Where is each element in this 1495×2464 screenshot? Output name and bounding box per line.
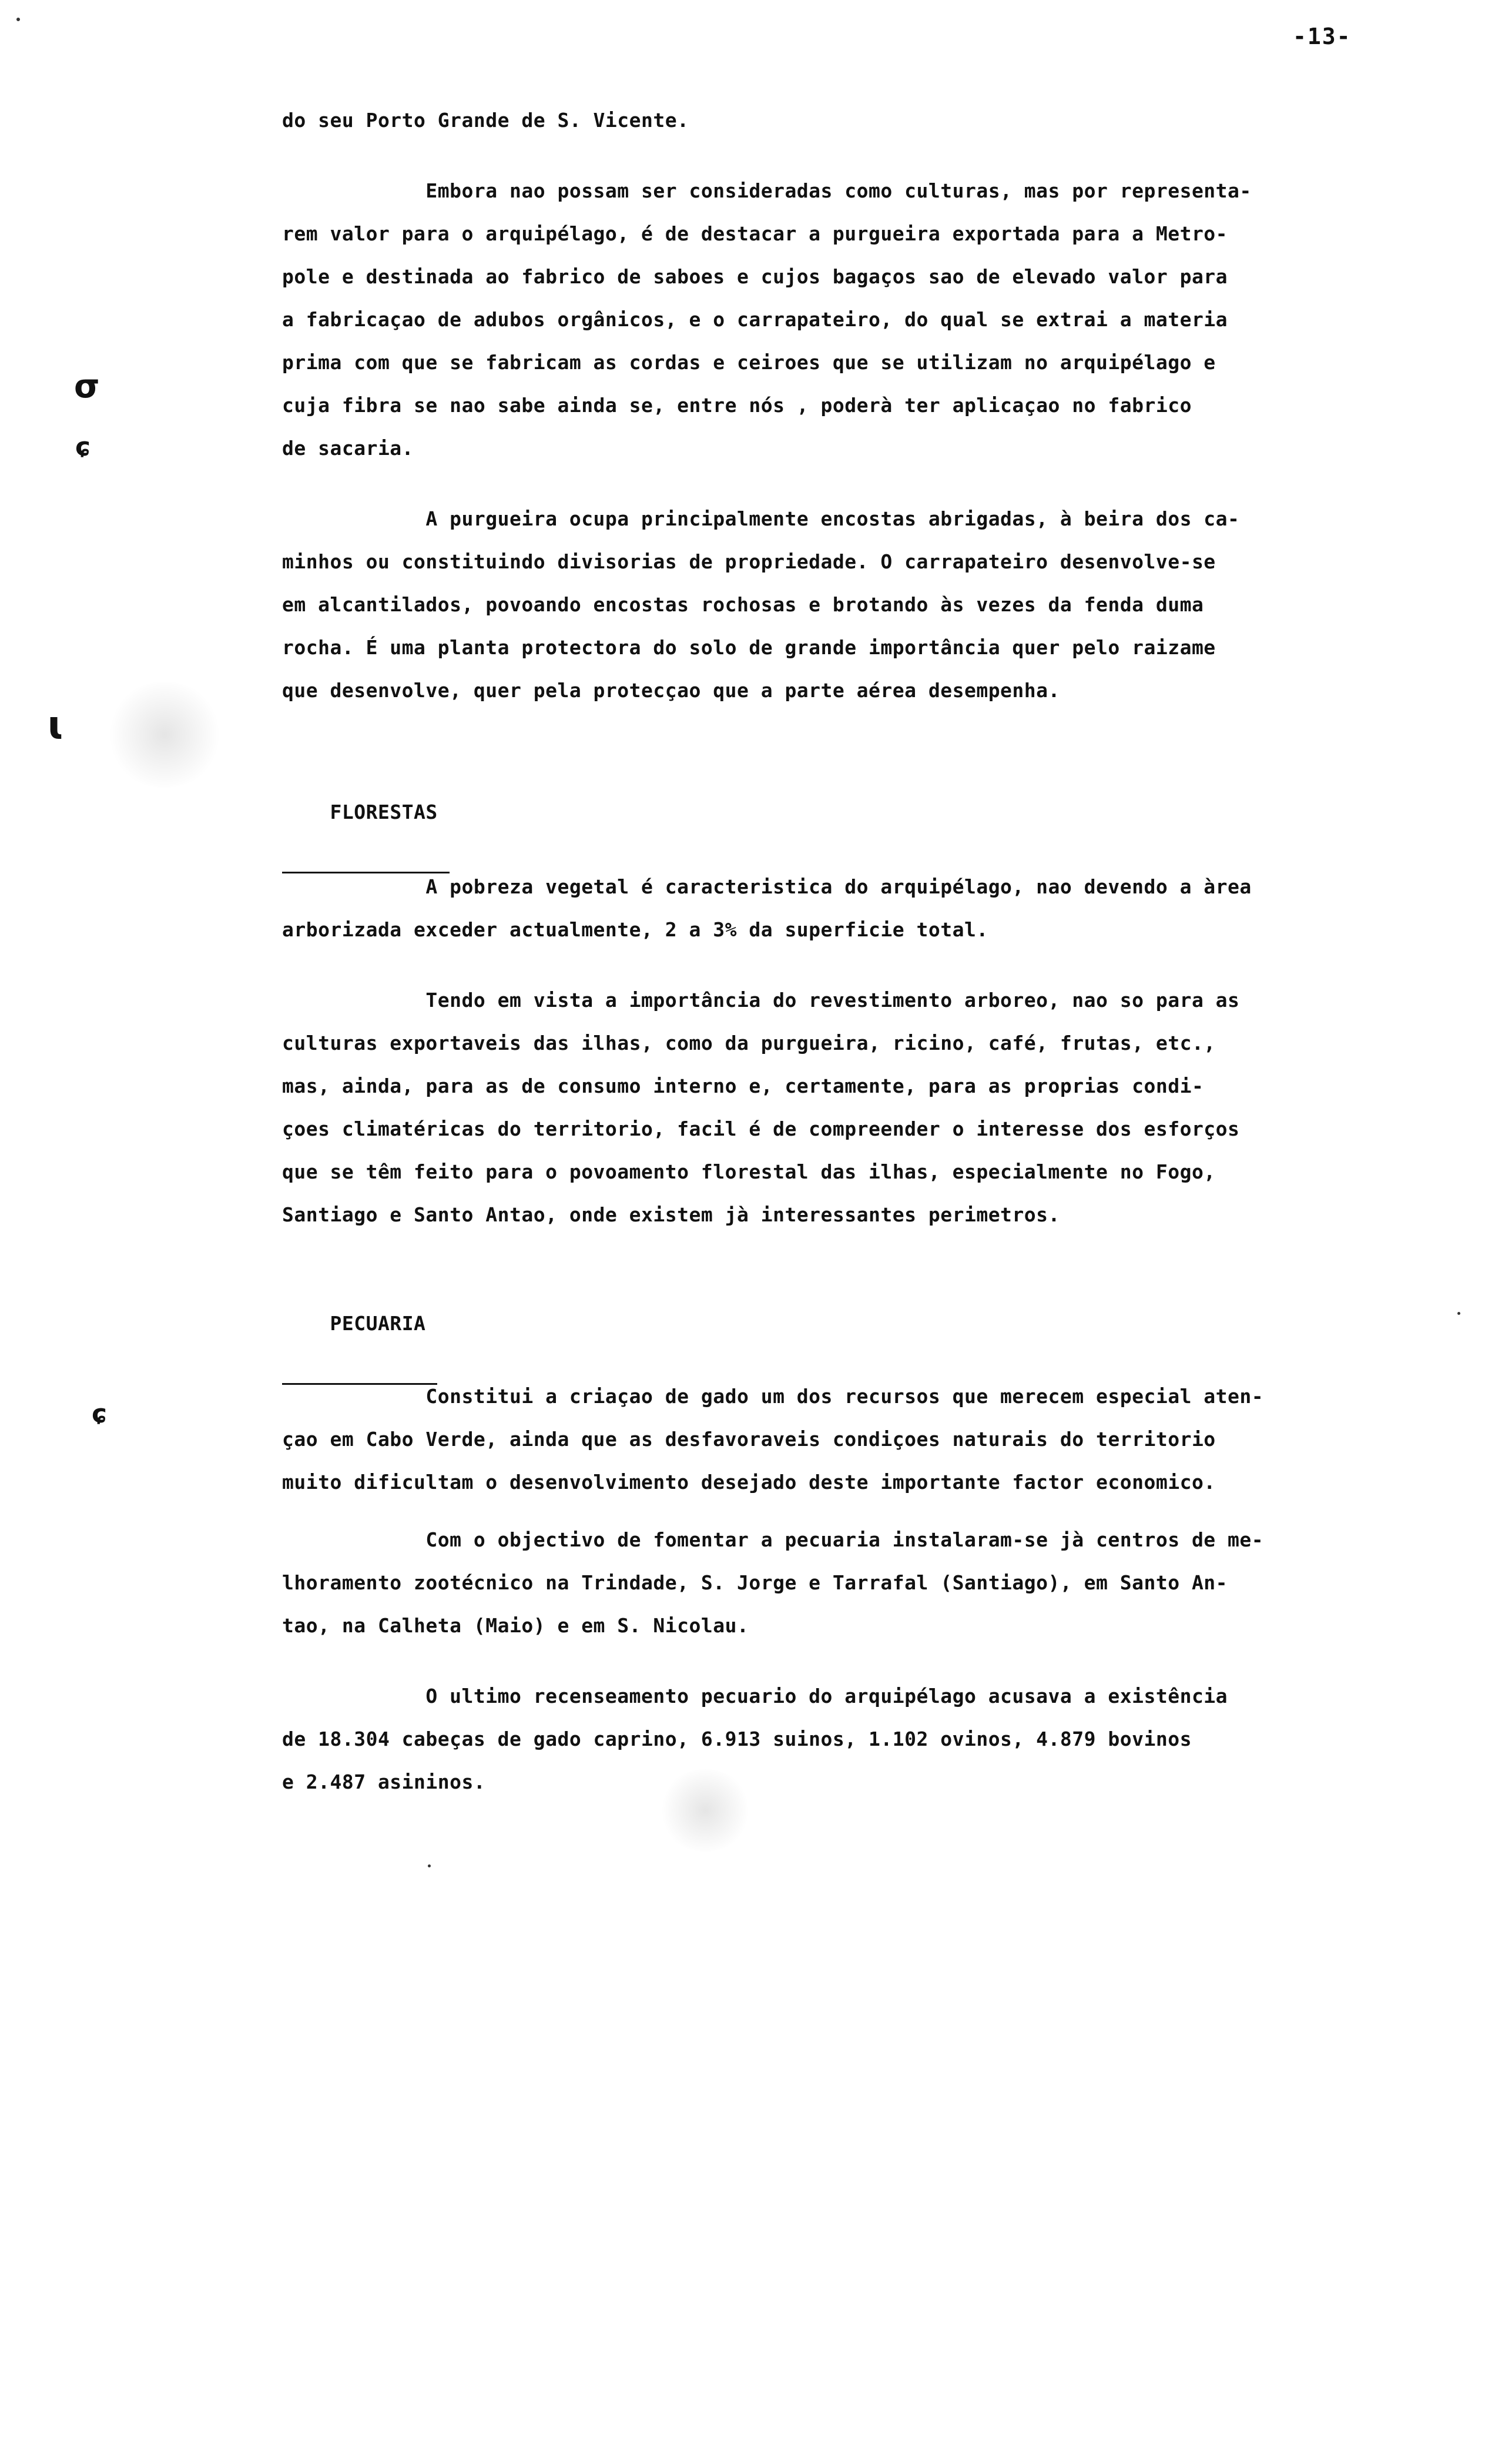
scan-smudge: [658, 1769, 752, 1852]
text-line: rocha. É uma planta protectora do solo de grande importância quer pelo raizame: [282, 636, 1216, 659]
text-line: Com o objectivo de fomentar a pecuaria instalaram-se jà centros de me-: [282, 1528, 1264, 1551]
section-heading: [282, 777, 438, 871]
text-line: çoes climatéricas do territorio, facil é de compreender o interesse dos esforços: [282, 1117, 1240, 1140]
text-line: A pobreza vegetal é caracteristica do arquipélago, nao devendo a àrea: [282, 875, 1252, 898]
scan-smudge: [106, 682, 223, 788]
text-line: Constitui a criaçao de gado um dos recursos que merecem especial aten-: [282, 1385, 1264, 1408]
text-line: a fabricaçao de adubos orgânicos, e o carrapateiro, do qual se extrai a materia: [282, 308, 1228, 331]
text-line: minhos ou constituindo divisorias de propriedade. O carrapateiro desenvolve-se: [282, 550, 1216, 573]
text-line: rem valor para o arquipélago, é de destacar a purgueira exportada para a Metro-: [282, 222, 1228, 245]
text-line: Embora nao possam ser consideradas como culturas, mas por representa-: [282, 179, 1252, 202]
margin-mark: ɩ: [47, 702, 65, 749]
text-line: que desenvolve, quer pela protecçao que a parte aérea desempenha.: [282, 679, 1060, 702]
page-number: -13-: [1293, 24, 1352, 49]
scan-speck: [1457, 1312, 1460, 1315]
section-heading-text: PECUARIA: [330, 1312, 426, 1335]
text-line: de 18.304 cabeças de gado caprino, 6.913 suinos, 1.102 ovinos, 4.879 bovinos: [282, 1728, 1192, 1750]
text-line: Santiago e Santo Antao, onde existem jà interessantes perimetros.: [282, 1203, 1060, 1226]
text-line: de sacaria.: [282, 437, 414, 460]
margin-mark: σ: [74, 367, 100, 406]
text-line: tao, na Calheta (Maio) e em S. Nicolau.: [282, 1614, 749, 1637]
text-line: e 2.487 asininos.: [282, 1770, 486, 1793]
text-line: culturas exportaveis das ilhas, como da purgueira, ricino, café, frutas, etc.,: [282, 1032, 1216, 1054]
text-line: em alcantilados, povoando encostas rochosas e brotando às vezes da fenda duma: [282, 593, 1204, 616]
text-line: cuja fibra se nao sabe ainda se, entre nós , poderà ter aplicaçao no fabrico: [282, 394, 1192, 417]
margin-mark: ɕ: [75, 432, 91, 462]
scan-speck: [428, 1864, 431, 1867]
text-line: do seu Porto Grande de S. Vicente.: [282, 109, 689, 132]
scan-speck: [16, 18, 20, 21]
text-line: çao em Cabo Verde, ainda que as desfavoraveis condiçoes naturais do territorio: [282, 1428, 1216, 1451]
text-line: pole e destinada ao fabrico de saboes e cujos bagaços sao de elevado valor para: [282, 265, 1228, 288]
text-line: O ultimo recenseamento pecuario do arquipélago acusava a existência: [282, 1685, 1228, 1708]
text-line: lhoramento zootécnico na Trindade, S. Jorge e Tarrafal (Santiago), em Santo An-: [282, 1571, 1228, 1594]
text-line: que se têm feito para o povoamento florestal das ilhas, especialmente no Fogo,: [282, 1160, 1216, 1183]
text-line: Tendo em vista a importância do revestimento arboreo, nao so para as: [282, 989, 1240, 1012]
text-line: arborizada exceder actualmente, 2 a 3% da superficie total.: [282, 918, 988, 941]
section-heading-text: FLORESTAS: [330, 801, 438, 823]
text-line: muito dificultam o desenvolvimento desejado deste importante factor economico.: [282, 1471, 1216, 1494]
text-line: prima com que se fabricam as cordas e ceiroes que se utilizam no arquipélago e: [282, 351, 1216, 374]
heading-underline: [282, 872, 450, 873]
text-line: A purgueira ocupa principalmente encostas abrigadas, à beira dos ca-: [282, 507, 1240, 530]
text-line: mas, ainda, para as de consumo interno e, certamente, para as proprias condi-: [282, 1074, 1204, 1097]
section-heading: [282, 1288, 425, 1382]
margin-mark: ɕ: [92, 1399, 108, 1429]
